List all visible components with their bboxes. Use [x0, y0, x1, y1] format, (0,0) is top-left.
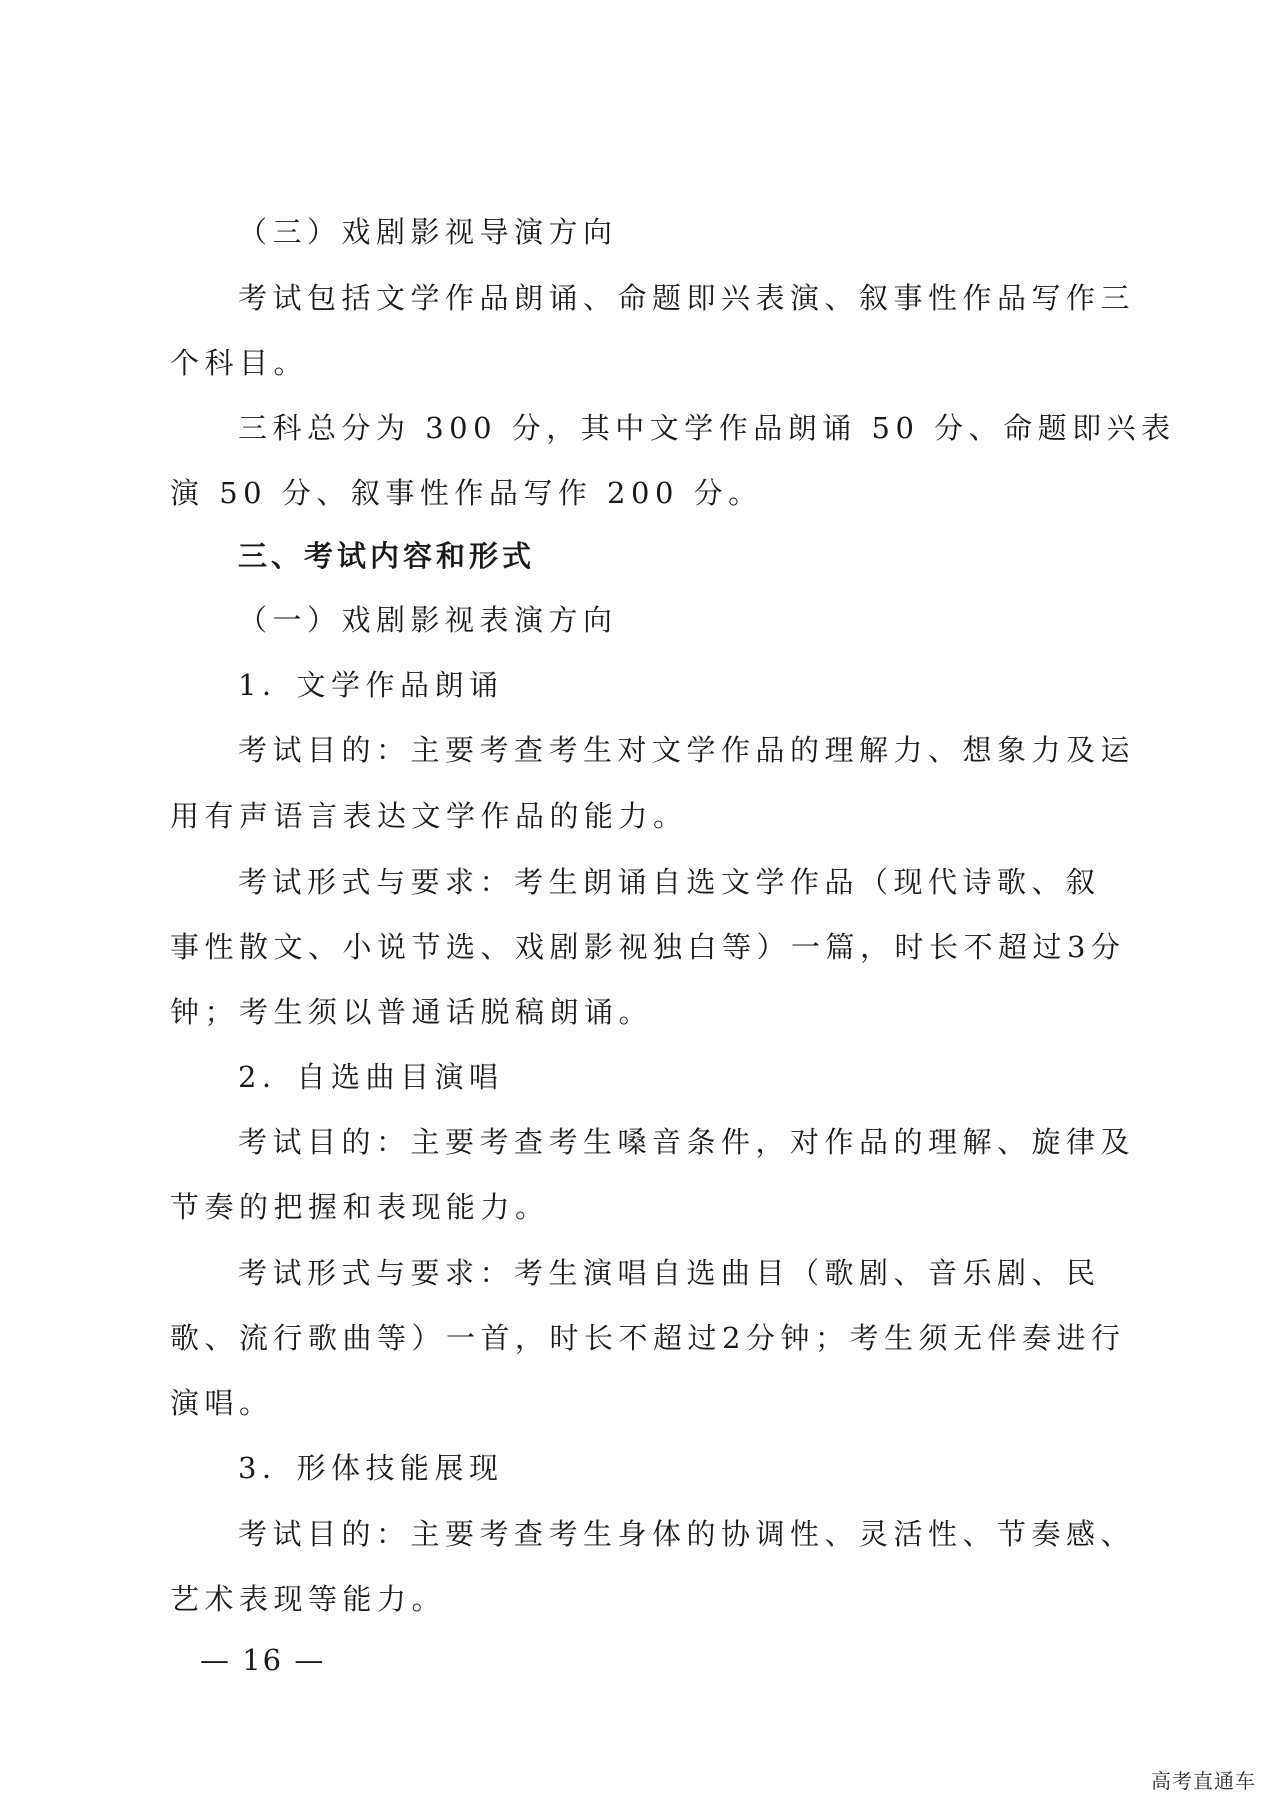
paragraph-line: 考试形式与要求：考生朗诵自选文学作品（现代诗歌、叙	[238, 865, 1101, 899]
paragraph-line: 个科目。	[170, 346, 309, 380]
paragraph-line: 考试目的：主要考查考生身体的协调性、灵活性、节奏感、	[238, 1517, 1136, 1551]
section-heading: 三、考试内容和形式	[238, 539, 536, 573]
watermark-text: 高考直通车	[1151, 1769, 1256, 1793]
paragraph-line: 考试形式与要求：考生演唱自选曲目（歌剧、音乐剧、民	[238, 1256, 1101, 1290]
paragraph-line: 考试包括文学作品朗诵、命题即兴表演、叙事性作品写作三	[238, 281, 1136, 315]
item-heading: 3．形体技能展现	[238, 1451, 504, 1485]
paragraph-line: 钟；考生须以普通话脱稿朗诵。	[170, 995, 654, 1029]
paragraph-line: 歌、流行歌曲等）一首，时长不超过2分钟；考生须无伴奏进行	[170, 1321, 1126, 1355]
paragraph-line: 考试目的：主要考查考生对文学作品的理解力、想象力及运	[238, 733, 1136, 767]
item-heading: 1．文学作品朗诵	[238, 668, 504, 702]
paragraph-line: 节奏的把握和表现能力。	[170, 1190, 550, 1224]
paragraph-line: 演 50 分、叙事性作品写作 200 分。	[170, 476, 763, 510]
subsection-heading: （三）戏剧影视导演方向	[238, 215, 618, 249]
page-number: — 16 —	[200, 1643, 326, 1677]
paragraph-line: 考试目的：主要考查考生嗓音条件，对作品的理解、旋律及	[238, 1125, 1136, 1159]
paragraph-line: 艺术表现等能力。	[170, 1582, 447, 1616]
paragraph-line: 事性散文、小说节选、戏剧影视独白等）一篇，时长不超过3分	[170, 930, 1126, 964]
item-heading: 2．自选曲目演唱	[238, 1060, 504, 1094]
subsection-heading: （一）戏剧影视表演方向	[238, 603, 618, 637]
paragraph-line: 三科总分为 300 分，其中文学作品朗诵 50 分、命题即兴表	[238, 411, 1176, 445]
paragraph-line: 演唱。	[170, 1386, 274, 1420]
paragraph-line: 用有声语言表达文学作品的能力。	[170, 799, 688, 833]
